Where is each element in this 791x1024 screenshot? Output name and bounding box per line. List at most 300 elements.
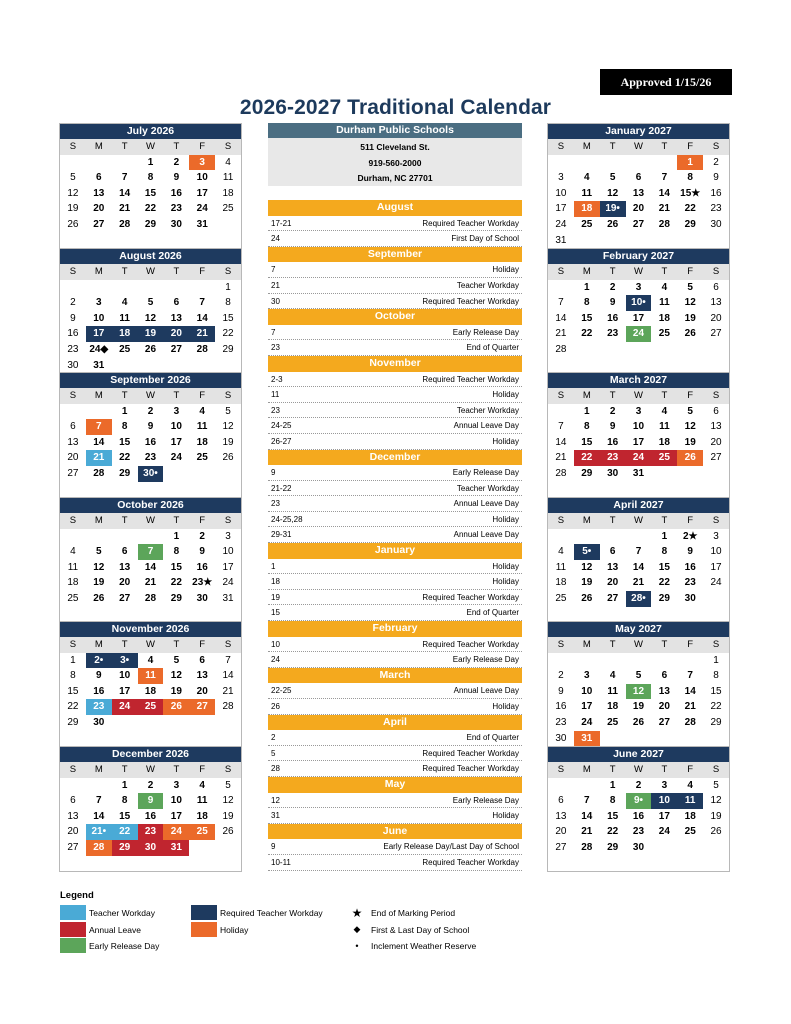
weekday-header: S — [548, 637, 574, 653]
day-cell: 9 — [70, 312, 76, 324]
empty-cell — [651, 856, 677, 872]
event-description: Holiday — [492, 436, 519, 446]
empty-cell — [703, 607, 729, 623]
day-cell: 25 — [555, 592, 567, 604]
day-cell: 5 — [225, 405, 231, 417]
day-cell: 20 — [710, 312, 722, 324]
day-cell: 22 — [710, 701, 722, 713]
day-cell: 26 — [222, 826, 234, 838]
event-row — [268, 839, 522, 855]
legend-label: End of Marking Period — [371, 907, 456, 918]
event-description: Required Teacher Workday — [422, 218, 519, 228]
day-cell: 6 — [121, 546, 128, 558]
day-cell: 1 — [583, 281, 590, 293]
day-cell: 24 — [222, 577, 234, 589]
day-cell: 23 — [67, 343, 79, 355]
empty-cell — [677, 233, 703, 249]
legend-holiday — [191, 922, 248, 937]
day-cell: 3 — [583, 670, 590, 682]
day-cell: 5 — [713, 779, 719, 791]
event-row — [268, 605, 522, 621]
day-cell: 25 — [67, 592, 79, 604]
empty-cell — [86, 280, 112, 296]
empty-cell — [112, 607, 138, 623]
day-cell: 10 — [555, 187, 567, 199]
weekday-header: S — [60, 637, 86, 653]
empty-cell — [626, 731, 652, 747]
day-cell: 24 — [581, 716, 593, 728]
weekday-header: F — [677, 139, 703, 155]
empty-cell — [60, 607, 86, 623]
empty-cell — [677, 358, 703, 374]
weekday-header: S — [215, 637, 241, 653]
day-cell: 29 — [119, 467, 131, 479]
empty-cell — [651, 840, 677, 856]
event-date: 28 — [271, 764, 280, 774]
weekday-header: W — [626, 762, 652, 778]
weekday-header: T — [600, 139, 626, 155]
day-cell: 6 — [661, 670, 668, 682]
day-cell: 19 — [684, 312, 696, 324]
day-cell: 11 — [119, 312, 130, 324]
weekday-header: S — [548, 139, 574, 155]
day-cell: 30 — [138, 840, 164, 856]
day-cell: 6 — [70, 421, 76, 433]
day-cell: 9 — [609, 297, 616, 309]
empty-cell — [651, 482, 677, 498]
weekday-header: S — [548, 264, 574, 280]
day-cell: 31 — [196, 218, 208, 230]
day-cell: 1 — [583, 405, 590, 417]
month-title: April 2027 — [548, 498, 729, 513]
empty-cell — [703, 466, 729, 482]
day-cell: 17 — [710, 561, 722, 573]
month-grid — [60, 637, 241, 746]
empty-cell — [703, 840, 729, 856]
day-cell: 13 — [170, 312, 182, 324]
day-cell: 7 — [661, 172, 668, 184]
day-cell: 23★ — [192, 577, 213, 589]
day-cell: 24 — [710, 577, 722, 589]
event-month-header: January — [268, 543, 522, 559]
day-cell: 30 — [196, 592, 208, 604]
event-month-header: March — [268, 668, 522, 684]
day-cell: 29 — [222, 343, 234, 355]
day-cell: 8 — [661, 546, 668, 558]
weekday-header: T — [163, 637, 189, 653]
diamond-icon: ◆ — [353, 924, 361, 934]
empty-cell — [651, 358, 677, 374]
event-description: Teacher Workday — [456, 280, 519, 290]
day-cell: 15★ — [680, 187, 701, 199]
day-cell: 6 — [173, 297, 180, 309]
day-cell: 12 — [626, 684, 652, 700]
month-title: June 2027 — [548, 747, 729, 762]
day-cell: 27 — [607, 592, 619, 604]
event-date: 11 — [271, 390, 280, 400]
empty-cell — [60, 731, 86, 747]
event-date: 18 — [271, 577, 280, 587]
weekday-header: F — [189, 264, 215, 280]
event-row — [268, 231, 522, 247]
day-cell: 15 — [222, 312, 234, 324]
weekday-header: T — [651, 762, 677, 778]
event-row — [268, 278, 522, 294]
empty-cell — [574, 358, 600, 374]
day-cell: 29 — [67, 716, 79, 728]
day-cell: 13 — [196, 670, 208, 682]
day-cell: 4 — [199, 779, 205, 791]
weekday-header: S — [703, 264, 729, 280]
holiday-swatch — [191, 922, 217, 937]
day-cell: 12 — [607, 187, 619, 199]
day-cell: 27 — [170, 343, 182, 355]
day-cell: 13 — [93, 187, 105, 199]
legend-label: Annual Leave — [89, 924, 141, 935]
day-cell: 19 — [710, 810, 722, 822]
legend-early-release — [60, 938, 159, 953]
day-cell: 16 — [170, 187, 182, 199]
day-cell: 20 — [119, 577, 131, 589]
day-cell: 1 — [713, 654, 719, 666]
day-cell: 15 — [119, 810, 131, 822]
day-cell: 21 — [119, 203, 131, 215]
day-cell: 17 — [555, 203, 567, 215]
day-cell: 16 — [684, 561, 696, 573]
event-description: Required Teacher Workday — [422, 857, 519, 867]
day-cell: 29 — [144, 218, 157, 230]
empty-cell — [112, 856, 138, 872]
month-grid — [60, 513, 241, 622]
day-cell: 16 — [144, 810, 157, 822]
empty-cell — [651, 155, 677, 171]
empty-cell — [600, 607, 626, 623]
day-cell: 11 — [222, 172, 234, 184]
day-cell: 4 — [558, 546, 564, 558]
day-cell: 10 — [119, 670, 131, 682]
day-cell: 23 — [86, 699, 112, 715]
day-cell: 29 — [607, 841, 619, 853]
month-grid — [60, 264, 241, 373]
day-cell: 26 — [93, 592, 105, 604]
day-cell: 10 — [222, 546, 234, 558]
day-cell: 25 — [581, 218, 593, 230]
weekday-header: T — [651, 513, 677, 529]
day-cell: 19 — [67, 203, 79, 215]
empty-cell — [189, 840, 215, 856]
event-description: Required Teacher Workday — [422, 748, 519, 758]
day-cell: 18 — [196, 436, 208, 448]
approved-badge: Approved 1/15/26 — [600, 69, 732, 95]
day-cell: 27 — [67, 841, 79, 853]
day-cell: 26 — [710, 826, 722, 838]
weekday-header: S — [703, 388, 729, 404]
empty-cell — [703, 482, 729, 498]
day-cell: 21 — [189, 326, 215, 342]
empty-cell — [677, 607, 703, 623]
event-month-header: May — [268, 777, 522, 793]
day-cell: 7 — [558, 297, 564, 309]
empty-cell — [548, 856, 574, 872]
month-title: December 2026 — [60, 747, 241, 762]
day-cell: 12 — [710, 795, 722, 807]
weekday-header: W — [626, 637, 652, 653]
day-cell: 1 — [677, 155, 703, 171]
event-row — [268, 527, 522, 543]
day-cell: 26 — [632, 716, 645, 728]
day-cell: 8 — [583, 297, 590, 309]
day-cell: 28 — [86, 840, 112, 856]
weekday-header: M — [86, 637, 112, 653]
legend-end-marking — [348, 905, 455, 920]
day-cell: 7 — [121, 172, 128, 184]
day-cell: 6 — [713, 281, 719, 293]
teacher-workday-swatch — [60, 905, 86, 920]
day-cell: 10 — [710, 546, 722, 558]
event-row — [268, 481, 522, 497]
day-cell: 14 — [144, 561, 157, 573]
event-row — [268, 855, 522, 871]
day-cell: 5 — [609, 172, 616, 184]
day-cell: 6 — [95, 172, 102, 184]
required-workday-swatch — [191, 905, 217, 920]
event-date: 15 — [271, 608, 280, 618]
event-month-header: December — [268, 450, 522, 466]
month-title: August 2026 — [60, 249, 241, 264]
empty-cell — [138, 715, 164, 731]
day-cell: 18 — [222, 187, 234, 199]
empty-cell — [548, 280, 574, 296]
event-description: First Day of School — [451, 234, 519, 244]
empty-cell — [626, 358, 652, 374]
event-description: Required Teacher Workday — [422, 764, 519, 774]
empty-cell — [60, 856, 86, 872]
empty-cell — [86, 731, 112, 747]
empty-cell — [574, 155, 600, 171]
day-cell: 10 — [632, 421, 645, 433]
event-row — [268, 387, 522, 403]
day-cell: 28 — [144, 592, 157, 604]
empty-cell — [600, 155, 626, 171]
day-cell: 16 — [607, 436, 619, 448]
event-date: 7 — [271, 265, 276, 275]
day-cell: 22 — [684, 203, 696, 215]
weekday-header: M — [574, 139, 600, 155]
month-calendar — [59, 746, 242, 872]
weekday-header: W — [626, 139, 652, 155]
day-cell: 14 — [684, 685, 696, 697]
day-cell: 25 — [684, 826, 696, 838]
empty-cell — [163, 466, 189, 482]
day-cell: 6 — [70, 795, 76, 807]
day-cell: 11 — [659, 421, 670, 433]
day-cell: 17 — [196, 187, 208, 199]
day-cell: 20 — [67, 452, 79, 464]
day-cell: 27 — [658, 716, 670, 728]
day-cell: 7 — [687, 670, 693, 682]
empty-cell — [189, 358, 215, 374]
day-cell: 25 — [196, 452, 208, 464]
weekday-header: T — [163, 139, 189, 155]
day-cell: 16 — [555, 701, 567, 713]
empty-cell — [677, 653, 703, 669]
empty-cell — [548, 653, 574, 669]
event-description: Required Teacher Workday — [422, 296, 519, 306]
legend-label: Holiday — [220, 924, 249, 935]
day-cell: 8 — [225, 297, 231, 309]
event-date: 24 — [271, 234, 280, 244]
day-cell: 17 — [222, 561, 234, 573]
day-cell: 4 — [70, 546, 76, 558]
day-cell: 1 — [661, 530, 668, 542]
day-cell: 21 — [555, 452, 567, 464]
weekday-header: T — [163, 762, 189, 778]
event-row — [268, 793, 522, 809]
empty-cell — [86, 155, 112, 171]
legend-label: First & Last Day of School — [371, 924, 470, 935]
day-cell: 5 — [95, 546, 102, 558]
event-month-header: June — [268, 824, 522, 840]
empty-cell — [677, 482, 703, 498]
day-cell: 13 — [555, 810, 567, 822]
event-date: 29-31 — [271, 530, 292, 540]
day-cell: 24 — [163, 824, 189, 840]
month-calendar — [59, 372, 242, 498]
empty-cell — [189, 731, 215, 747]
event-row — [268, 434, 522, 450]
empty-cell — [112, 155, 138, 171]
event-row — [268, 746, 522, 762]
day-cell: 13 — [710, 297, 722, 309]
event-row — [268, 496, 522, 512]
day-cell: 27 — [555, 841, 567, 853]
empty-cell — [112, 731, 138, 747]
event-description: Annual Leave Day — [453, 499, 519, 509]
event-date: 9 — [271, 468, 276, 478]
empty-cell — [703, 856, 729, 872]
day-cell: 19 — [222, 436, 234, 448]
event-month-header: April — [268, 715, 522, 731]
month-grid — [60, 762, 241, 871]
day-cell: 8 — [609, 795, 616, 807]
event-description: Holiday — [492, 265, 519, 275]
empty-cell — [189, 607, 215, 623]
month-title: October 2026 — [60, 498, 241, 513]
day-cell: 18 — [607, 701, 619, 713]
empty-cell — [112, 280, 138, 296]
empty-cell — [574, 233, 600, 249]
empty-cell — [60, 280, 86, 296]
day-cell: 19 — [684, 436, 696, 448]
day-cell: 7 — [138, 544, 164, 560]
day-cell: 18 — [196, 810, 208, 822]
day-cell: 12 — [93, 561, 105, 573]
day-cell: 19 — [222, 810, 234, 822]
day-cell: 25 — [222, 203, 234, 215]
day-cell: 11 — [659, 297, 670, 309]
empty-cell — [60, 529, 86, 545]
event-description: Annual Leave Day — [453, 686, 519, 696]
day-cell: 24 — [196, 203, 208, 215]
dot-icon: • — [355, 940, 359, 951]
empty-cell — [163, 233, 189, 249]
day-cell: 21 — [144, 577, 157, 589]
day-cell: 15 — [710, 685, 722, 697]
day-cell: 9 — [558, 685, 564, 697]
event-row — [268, 574, 522, 590]
empty-cell — [86, 856, 112, 872]
empty-cell — [163, 856, 189, 872]
empty-cell — [600, 731, 626, 747]
weekday-header: S — [60, 264, 86, 280]
day-cell: 11 — [138, 668, 164, 684]
day-cell: 20 — [710, 436, 722, 448]
empty-cell — [626, 155, 652, 171]
day-cell: 14 — [222, 670, 234, 682]
day-cell: 12 — [67, 187, 79, 199]
day-cell: 1 — [147, 156, 154, 168]
day-cell: 11 — [581, 187, 593, 199]
empty-cell — [138, 856, 164, 872]
event-row — [268, 418, 522, 434]
empty-cell — [548, 529, 574, 545]
day-cell: 23 — [710, 203, 722, 215]
empty-cell — [138, 280, 164, 296]
day-cell: 22 — [574, 450, 600, 466]
empty-cell — [86, 607, 112, 623]
empty-cell — [215, 233, 241, 249]
day-cell: 30 — [170, 218, 182, 230]
empty-cell — [677, 840, 703, 856]
day-cell: 6 — [558, 795, 564, 807]
empty-cell — [215, 840, 241, 856]
day-cell: 23 — [170, 203, 182, 215]
day-cell: 24 — [112, 699, 138, 715]
empty-cell — [189, 482, 215, 498]
day-cell: 28• — [626, 591, 652, 607]
day-cell: 25 — [607, 716, 619, 728]
empty-cell — [600, 482, 626, 498]
empty-cell — [112, 529, 138, 545]
day-cell: 5 — [173, 654, 180, 666]
empty-cell — [112, 358, 138, 374]
day-cell: 8 — [173, 546, 180, 558]
day-cell: 15 — [119, 436, 131, 448]
weekday-header: W — [138, 139, 164, 155]
day-cell: 17 — [119, 685, 131, 697]
empty-cell — [163, 715, 189, 731]
legend — [60, 890, 540, 960]
event-date: 19 — [271, 592, 280, 602]
day-cell: 8 — [70, 670, 76, 682]
event-row — [268, 465, 522, 481]
day-cell: 5 — [687, 281, 693, 293]
day-cell: 31 — [574, 731, 600, 747]
day-cell: 25 — [658, 328, 670, 340]
day-cell: 30 — [632, 841, 645, 853]
weekday-header: F — [189, 513, 215, 529]
weekday-header: F — [677, 264, 703, 280]
day-cell: 2 — [147, 779, 154, 791]
weekday-header: T — [651, 139, 677, 155]
weekday-header: T — [112, 388, 138, 404]
event-date: 30 — [271, 296, 280, 306]
empty-cell — [138, 731, 164, 747]
event-description: Required Teacher Workday — [422, 374, 519, 384]
weekday-header: S — [548, 513, 574, 529]
day-cell: 4 — [225, 156, 231, 168]
weekday-header: T — [112, 513, 138, 529]
